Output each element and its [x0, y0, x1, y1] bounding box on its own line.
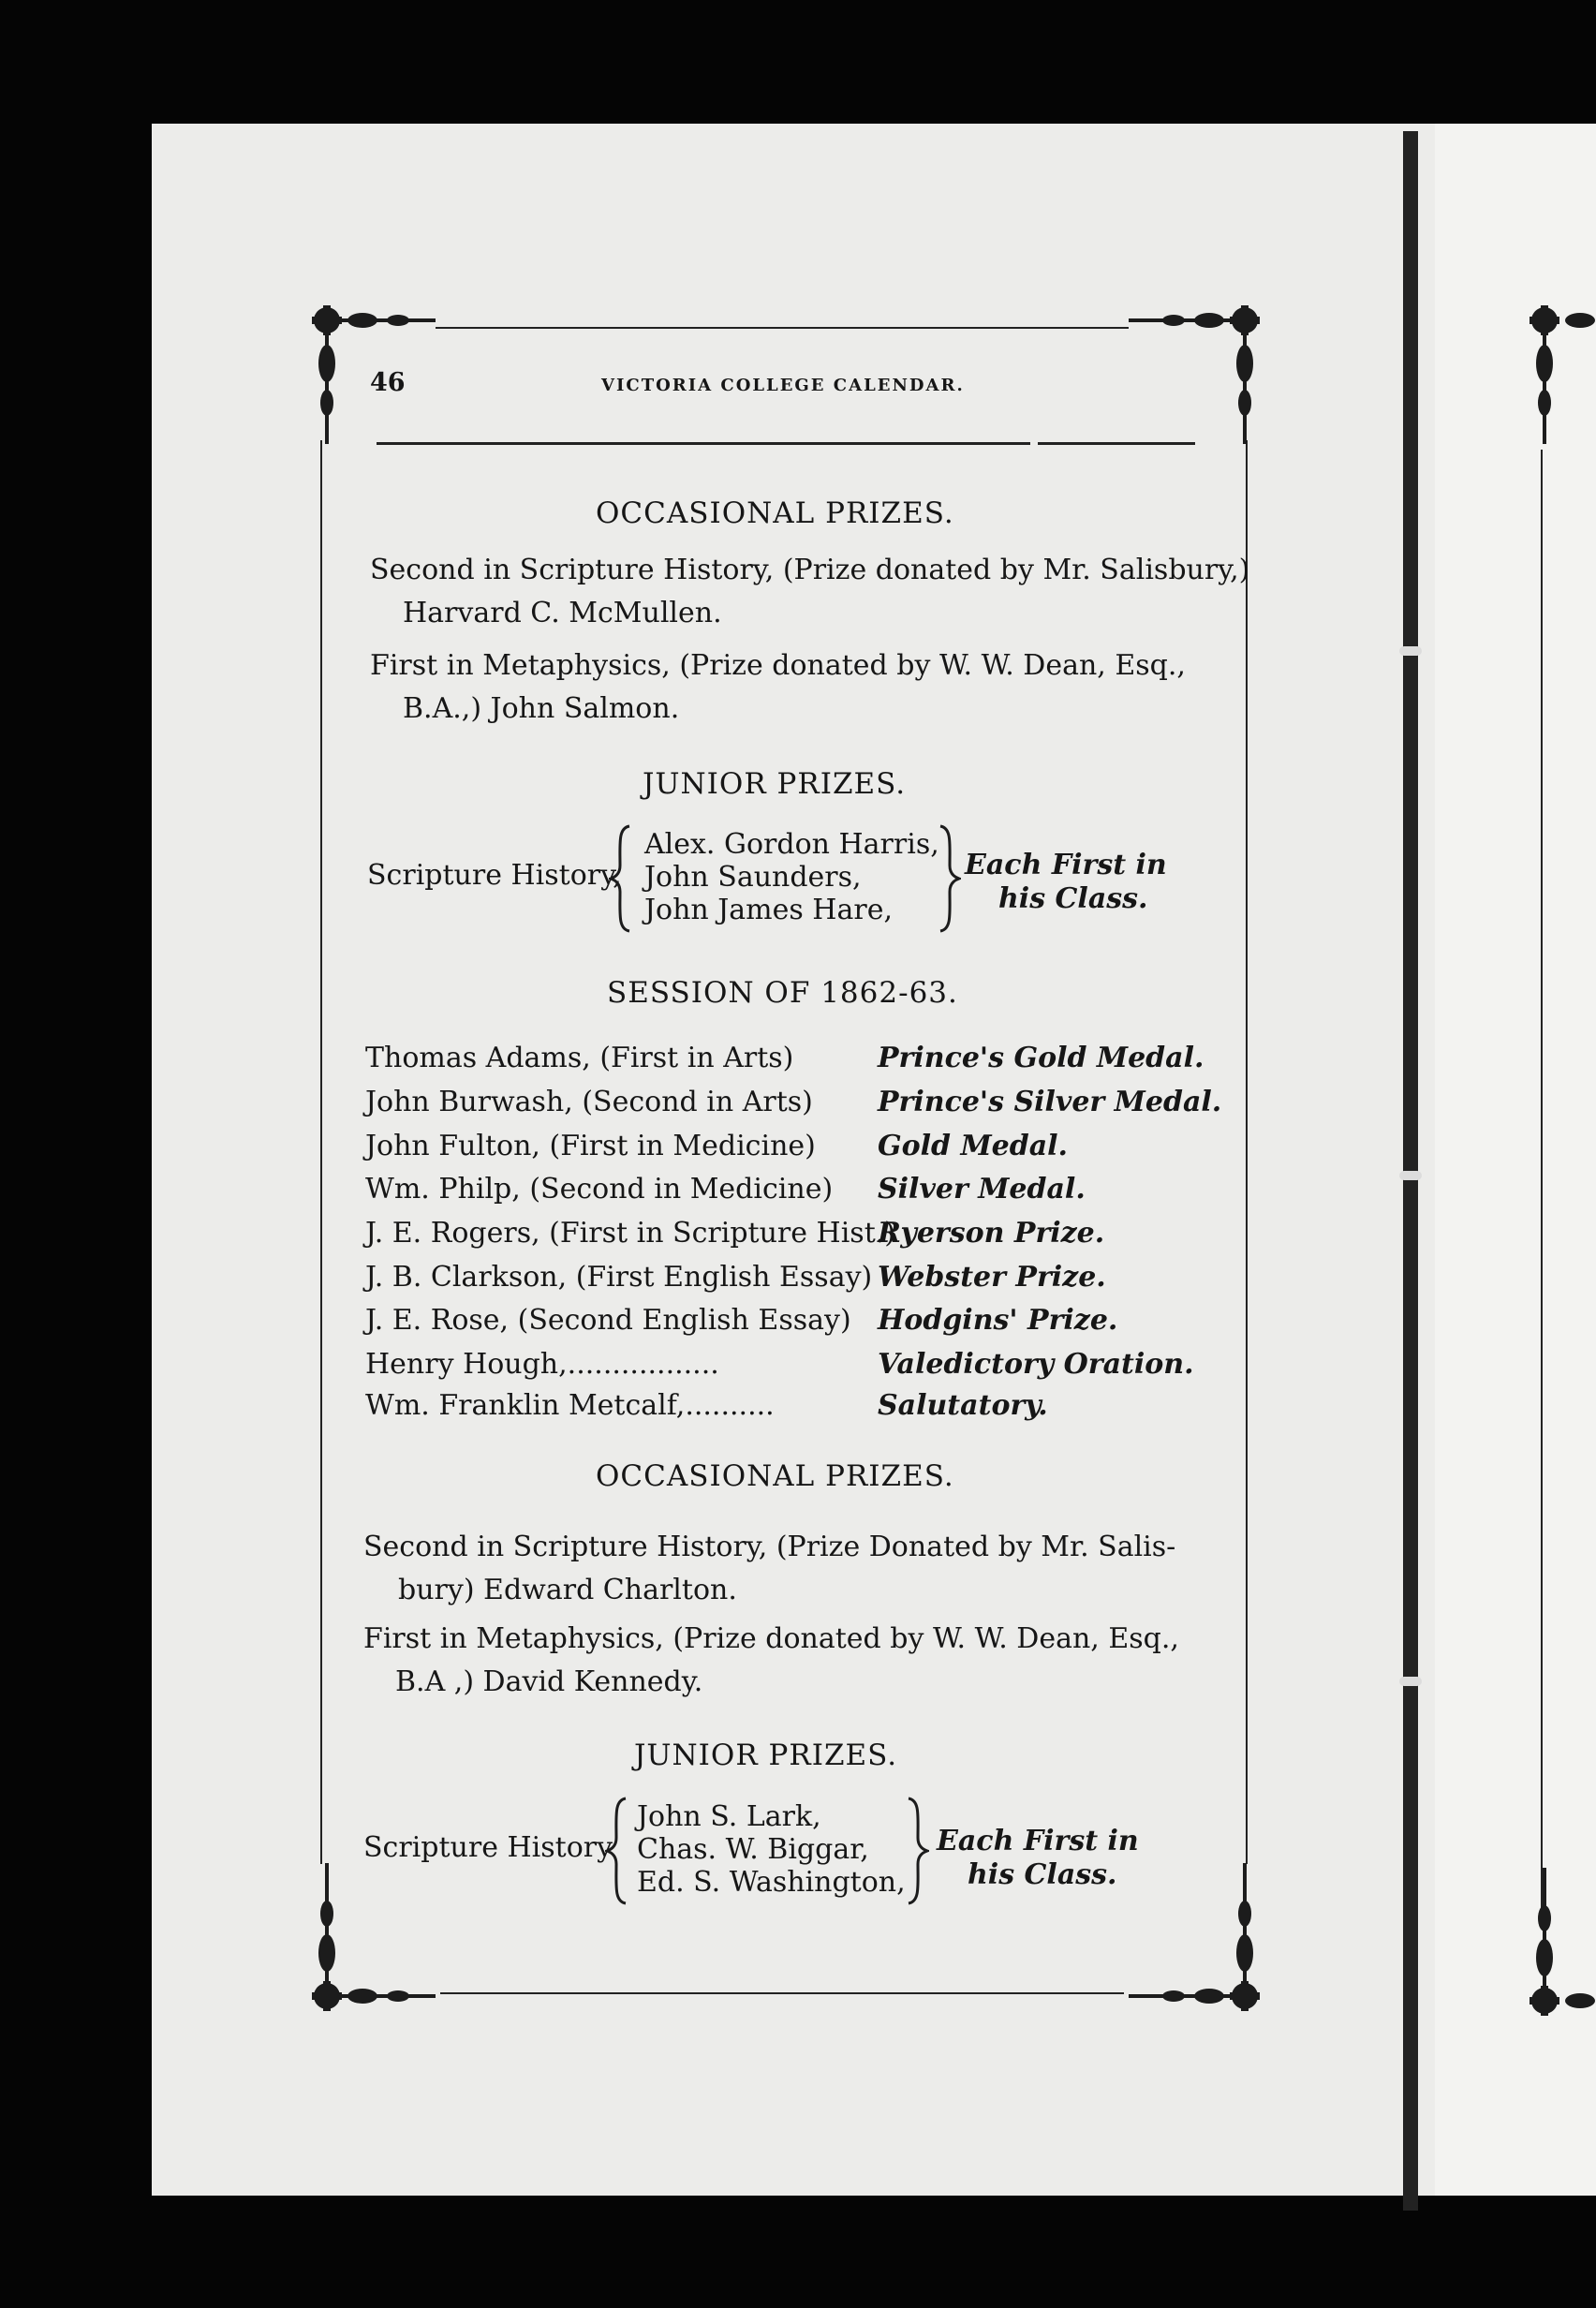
prize-row-name: J. E. Rogers, (First in Scripture Hist.) — [365, 1217, 896, 1250]
section-heading-occasional-prizes: OCCASIONAL PRIZES. — [596, 496, 954, 530]
entry-text: Harvard C. McMullen. — [403, 597, 722, 629]
entry-text: B.A ,) David Kennedy. — [395, 1665, 703, 1698]
page-header — [370, 368, 1199, 406]
entry-text: bury) Edward Charlton. — [398, 1574, 737, 1606]
corner-ornament-bottom-left-icon — [304, 1859, 445, 2019]
entry-text: First in Metaphysics, (Prize donated by W. W. Dean, Esq., — [363, 1622, 1179, 1655]
entry-text: Second in Scripture History, (Prize donated by Mr. Salisbury,) — [370, 554, 1250, 586]
prize-row-award: Silver Medal. — [878, 1173, 1086, 1206]
prize-row-name: Thomas Adams, (First in Arts) — [365, 1042, 794, 1074]
running-head: VICTORIA COLLEGE CALENDAR. — [601, 376, 965, 395]
prize-row-name: Henry Hough,................. — [365, 1348, 719, 1381]
left-brace-icon — [609, 824, 633, 933]
entry-text: Second in Scripture History, (Prize Donated by Mr. Salis- — [363, 1531, 1176, 1563]
corner-ornament-bottom-right-icon — [1119, 1859, 1269, 2019]
prize-row-name: Wm. Franklin Metcalf,.......... — [365, 1389, 775, 1422]
header-rule — [377, 442, 1030, 445]
binding-thread — [1399, 1171, 1422, 1180]
prize-row-award: Prince's Silver Medal. — [878, 1086, 1222, 1118]
entry-text: First in Metaphysics, (Prize donated by W. W. Dean, Esq., — [370, 649, 1186, 682]
prize-row-award: Prince's Gold Medal. — [878, 1042, 1204, 1074]
right-brace-icon — [905, 1797, 929, 1905]
page-number: 46 — [370, 368, 406, 397]
prize-row-name: J. B. Clarkson, (First English Essay) — [365, 1261, 873, 1294]
prize-note: Each First in — [937, 1825, 1139, 1857]
prize-row-name: John Burwash, (Second in Arts) — [365, 1086, 813, 1118]
header-rule-end — [1038, 442, 1195, 445]
frame-top-rule — [436, 327, 1129, 329]
frame-right-rule — [1246, 440, 1248, 1864]
winner-name: John Saunders, — [644, 861, 862, 894]
prize-row-name: Wm. Philp, (Second in Medicine) — [365, 1173, 834, 1206]
section-heading-session: SESSION OF 1862-63. — [607, 976, 958, 1010]
prize-row-name: J. E. Rose, (Second English Essay) — [365, 1304, 851, 1337]
prize-row-name: John Fulton, (First in Medicine) — [365, 1130, 816, 1162]
facing-page-ornament-bottom-icon — [1522, 1864, 1596, 2023]
prize-row-award: Salutatory. — [878, 1389, 1048, 1422]
winner-name: Alex. Gordon Harris, — [644, 828, 939, 861]
facing-page-ornament-top-icon — [1522, 298, 1596, 448]
binding-thread — [1399, 1677, 1422, 1686]
winner-name: John S. Lark, — [637, 1800, 821, 1833]
facing-page-border — [1541, 450, 1543, 1911]
section-heading-junior-prizes: JUNIOR PRIZES. — [634, 1738, 898, 1772]
prize-row-award: Valedictory Oration. — [878, 1348, 1194, 1381]
binding-thread — [1399, 646, 1422, 656]
frame-bottom-rule — [440, 1992, 1124, 1994]
winner-name: John James Hare, — [644, 894, 893, 926]
prize-row-award: Hodgins' Prize. — [878, 1304, 1118, 1337]
winner-name: Ed. S. Washington, — [637, 1866, 906, 1899]
prize-row-award: Ryerson Prize. — [878, 1217, 1105, 1250]
prize-note: his Class. — [998, 882, 1148, 915]
winner-name: Chas. W. Biggar, — [637, 1833, 869, 1866]
right-brace-icon — [937, 824, 961, 933]
section-heading-junior-prizes: JUNIOR PRIZES. — [643, 767, 907, 801]
prize-row-award: Gold Medal. — [878, 1130, 1068, 1162]
prize-note: his Class. — [968, 1858, 1117, 1891]
left-brace-icon — [605, 1797, 629, 1905]
section-heading-occasional-prizes: OCCASIONAL PRIZES. — [596, 1459, 954, 1493]
frame-left-rule — [320, 440, 322, 1864]
prize-row-award: Webster Prize. — [878, 1261, 1106, 1294]
prize-subject: Scripture History, — [367, 859, 622, 892]
entry-text: B.A.,) John Salmon. — [403, 692, 680, 725]
prize-note: Each First in — [965, 849, 1167, 881]
prize-subject: Scripture History — [363, 1831, 613, 1864]
